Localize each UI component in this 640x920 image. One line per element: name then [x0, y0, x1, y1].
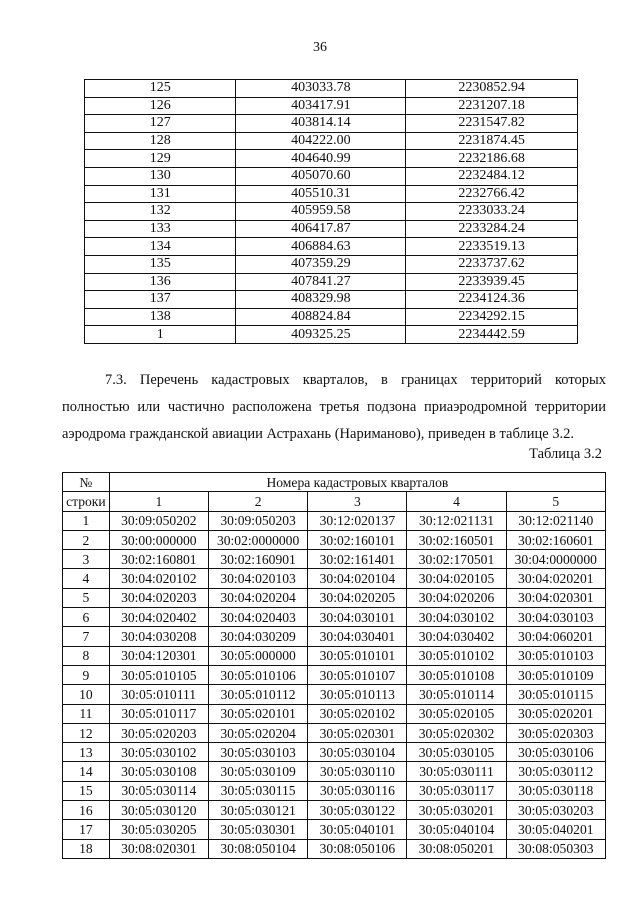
coordinate-row: [85, 255, 578, 273]
quarters-table-body: [63, 511, 606, 858]
x-coordinate-cell: 409325.25: [236, 326, 406, 344]
quarter-row: [63, 704, 606, 723]
cadastral-number-cell: 30:04:030208: [109, 627, 208, 646]
coordinate-row: [85, 150, 578, 168]
coordinate-row: [85, 238, 578, 256]
cadastral-number-cell: 30:08:050106: [308, 839, 407, 858]
paragraph-7-3: [62, 367, 606, 448]
cadastral-number-cell: 30:02:170501: [407, 550, 506, 569]
cadastral-number-cell: 30:04:0000000: [506, 550, 605, 569]
y-coordinate-cell: 2233737.62: [406, 255, 578, 273]
cadastral-number-cell: 30:08:050201: [407, 839, 506, 858]
cadastral-number-cell: 30:04:020104: [308, 569, 407, 588]
cadastral-number-cell: 30:04:020301: [506, 588, 605, 607]
cadastral-number-cell: 30:08:050303: [506, 839, 605, 858]
coordinate-row: [85, 115, 578, 133]
header-row-1: [63, 473, 606, 492]
cadastral-number-cell: 30:05:030102: [109, 743, 208, 762]
cadastral-number-cell: 30:05:030122: [308, 801, 407, 820]
cadastral-number-cell: 30:05:030121: [208, 801, 307, 820]
cadastral-number-cell: 30:02:160501: [407, 530, 506, 549]
cadastral-number-cell: 30:12:020137: [308, 511, 407, 530]
cadastral-number-cell: 30:09:050202: [109, 511, 208, 530]
cadastral-number-cell: 30:04:020103: [208, 569, 307, 588]
cadastral-number-cell: 30:05:040104: [407, 820, 506, 839]
cadastral-number-cell: 30:05:010107: [308, 665, 407, 684]
cadastral-quarters-table: [62, 472, 606, 859]
cadastral-number-cell: 30:02:0000000: [208, 530, 307, 549]
quarters-table-header: [63, 473, 606, 512]
cadastral-number-cell: 30:05:020105: [407, 704, 506, 723]
coordinate-row: [85, 326, 578, 344]
cadastral-number-cell: 30:05:030112: [506, 762, 605, 781]
quarter-row: [63, 646, 606, 665]
x-coordinate-cell: 403033.78: [236, 80, 406, 98]
cadastral-number-cell: 30:04:030402: [407, 627, 506, 646]
cadastral-number-cell: 30:05:030111: [407, 762, 506, 781]
cadastral-number-cell: 30:04:030101: [308, 608, 407, 627]
point-number-cell: 137: [85, 291, 236, 309]
row-number-cell: 16: [63, 801, 110, 820]
coordinate-row: [85, 291, 578, 309]
cadastral-number-cell: 30:04:030103: [506, 608, 605, 627]
cadastral-number-cell: 30:05:030116: [308, 781, 407, 800]
cadastral-number-cell: 30:05:030120: [109, 801, 208, 820]
row-number-cell: 10: [63, 685, 110, 704]
quarter-row: [63, 530, 606, 549]
cadastral-number-cell: 30:04:020201: [506, 569, 605, 588]
coordinate-row: [85, 167, 578, 185]
point-number-cell: 136: [85, 273, 236, 291]
x-coordinate-cell: 405959.58: [236, 203, 406, 221]
cadastral-number-cell: 30:04:020205: [308, 588, 407, 607]
quarter-row: [63, 627, 606, 646]
cadastral-number-cell: 30:05:020201: [506, 704, 605, 723]
x-coordinate-cell: 407359.29: [236, 255, 406, 273]
cadastral-number-cell: 30:05:040201: [506, 820, 605, 839]
y-coordinate-cell: 2231874.45: [406, 132, 578, 150]
cadastral-number-cell: 30:05:000000: [208, 646, 307, 665]
cadastral-number-cell: 30:05:040101: [308, 820, 407, 839]
row-number-cell: 14: [63, 762, 110, 781]
x-coordinate-cell: 405070.60: [236, 167, 406, 185]
cadastral-number-cell: 30:05:010102: [407, 646, 506, 665]
cadastral-number-cell: 30:04:030209: [208, 627, 307, 646]
cadastral-number-cell: 30:05:030109: [208, 762, 307, 781]
coordinates-table: [84, 79, 578, 344]
cadastral-number-cell: 30:12:021140: [506, 511, 605, 530]
cadastral-number-cell: 30:09:050203: [208, 511, 307, 530]
cadastral-number-cell: 30:05:010108: [407, 665, 506, 684]
cadastral-number-cell: 30:05:030108: [109, 762, 208, 781]
cadastral-number-cell: 30:05:010103: [506, 646, 605, 665]
x-coordinate-cell: 403417.91: [236, 97, 406, 115]
point-number-cell: 135: [85, 255, 236, 273]
quarter-row: [63, 588, 606, 607]
quarter-row: [63, 723, 606, 742]
paragraph-text: 7.3. Перечень кадастровых кварталов, в границах территорий которых полностью или частично расположена третья подзона приаэродромной территории аэродрома гражданской авиации Астрахань (Нариманово), приведен в таблице 3.2.: [62, 372, 606, 442]
column-header-2: 2: [208, 492, 307, 511]
cadastral-number-cell: 30:05:030104: [308, 743, 407, 762]
quarter-row: [63, 511, 606, 530]
point-number-cell: 129: [85, 150, 236, 168]
x-coordinate-cell: 405510.31: [236, 185, 406, 203]
row-number-cell: 13: [63, 743, 110, 762]
group-title-header: Номера кадастровых кварталов: [109, 473, 605, 492]
row-number-cell: 18: [63, 839, 110, 858]
point-number-cell: 127: [85, 115, 236, 133]
column-header-3: 3: [308, 492, 407, 511]
cadastral-number-cell: 30:02:160801: [109, 550, 208, 569]
cadastral-number-cell: 30:04:020105: [407, 569, 506, 588]
y-coordinate-cell: 2232766.42: [406, 185, 578, 203]
y-coordinate-cell: 2233284.24: [406, 220, 578, 238]
column-header-4: 4: [407, 492, 506, 511]
point-number-cell: 126: [85, 97, 236, 115]
cadastral-number-cell: 30:05:010115: [506, 685, 605, 704]
column-header-1: 1: [109, 492, 208, 511]
coordinate-row: [85, 220, 578, 238]
row-number-cell: 4: [63, 569, 110, 588]
point-number-cell: 133: [85, 220, 236, 238]
column-header-5: 5: [506, 492, 605, 511]
table-caption: Таблица 3.2: [529, 446, 602, 462]
row-number-cell: 15: [63, 781, 110, 800]
page-number: 36: [313, 40, 327, 55]
row-number-cell: 2: [63, 530, 110, 549]
cadastral-number-cell: 30:05:010114: [407, 685, 506, 704]
row-number-cell: 5: [63, 588, 110, 607]
quarter-row: [63, 781, 606, 800]
cadastral-number-cell: 30:05:030106: [506, 743, 605, 762]
row-number-cell: 11: [63, 704, 110, 723]
y-coordinate-cell: 2230852.94: [406, 80, 578, 98]
cadastral-number-cell: 30:05:010111: [109, 685, 208, 704]
cadastral-number-cell: 30:04:030102: [407, 608, 506, 627]
point-number-cell: 132: [85, 203, 236, 221]
cadastral-number-cell: 30:04:020102: [109, 569, 208, 588]
row-number-header-line2: строки: [63, 492, 110, 511]
x-coordinate-cell: 404640.99: [236, 150, 406, 168]
coordinates-table-body: [85, 80, 578, 344]
row-number-cell: 12: [63, 723, 110, 742]
cadastral-number-cell: 30:05:010105: [109, 665, 208, 684]
y-coordinate-cell: 2234292.15: [406, 308, 578, 326]
cadastral-number-cell: 30:05:030301: [208, 820, 307, 839]
cadastral-number-cell: 30:05:030110: [308, 762, 407, 781]
cadastral-number-cell: 30:05:010112: [208, 685, 307, 704]
coordinate-row: [85, 132, 578, 150]
cadastral-number-cell: 30:05:030105: [407, 743, 506, 762]
quarter-row: [63, 820, 606, 839]
cadastral-number-cell: 30:04:020206: [407, 588, 506, 607]
y-coordinate-cell: 2233033.24: [406, 203, 578, 221]
point-number-cell: 128: [85, 132, 236, 150]
y-coordinate-cell: 2231207.18: [406, 97, 578, 115]
quarter-row: [63, 685, 606, 704]
y-coordinate-cell: 2233939.45: [406, 273, 578, 291]
quarter-row: [63, 743, 606, 762]
cadastral-number-cell: 30:05:030117: [407, 781, 506, 800]
cadastral-number-cell: 30:05:030118: [506, 781, 605, 800]
coordinate-row: [85, 80, 578, 98]
cadastral-number-cell: 30:05:010101: [308, 646, 407, 665]
row-number-header: №: [63, 473, 110, 492]
point-number-cell: 134: [85, 238, 236, 256]
y-coordinate-cell: 2231547.82: [406, 115, 578, 133]
cadastral-number-cell: 30:05:010117: [109, 704, 208, 723]
cadastral-number-cell: 30:04:060201: [506, 627, 605, 646]
coordinate-row: [85, 97, 578, 115]
cadastral-number-cell: 30:02:160601: [506, 530, 605, 549]
quarter-row: [63, 608, 606, 627]
cadastral-number-cell: 30:05:030203: [506, 801, 605, 820]
y-coordinate-cell: 2232484.12: [406, 167, 578, 185]
x-coordinate-cell: 408329.98: [236, 291, 406, 309]
cadastral-number-cell: 30:02:160101: [308, 530, 407, 549]
point-number-cell: 1: [85, 326, 236, 344]
cadastral-number-cell: 30:05:020301: [308, 723, 407, 742]
x-coordinate-cell: 403814.14: [236, 115, 406, 133]
quarter-row: [63, 569, 606, 588]
point-number-cell: 130: [85, 167, 236, 185]
row-number-cell: 3: [63, 550, 110, 569]
coordinate-row: [85, 273, 578, 291]
cadastral-number-cell: 30:04:020403: [208, 608, 307, 627]
x-coordinate-cell: 406884.63: [236, 238, 406, 256]
cadastral-number-cell: 30:05:020204: [208, 723, 307, 742]
cadastral-number-cell: 30:02:161401: [308, 550, 407, 569]
cadastral-number-cell: 30:05:030114: [109, 781, 208, 800]
row-number-cell: 6: [63, 608, 110, 627]
cadastral-number-cell: 30:05:020303: [506, 723, 605, 742]
point-number-cell: 131: [85, 185, 236, 203]
y-coordinate-cell: 2233519.13: [406, 238, 578, 256]
x-coordinate-cell: 407841.27: [236, 273, 406, 291]
cadastral-number-cell: 30:05:030103: [208, 743, 307, 762]
cadastral-number-cell: 30:05:020302: [407, 723, 506, 742]
cadastral-number-cell: 30:04:030401: [308, 627, 407, 646]
cadastral-number-cell: 30:05:010109: [506, 665, 605, 684]
y-coordinate-cell: 2232186.68: [406, 150, 578, 168]
cadastral-number-cell: 30:05:020102: [308, 704, 407, 723]
quarter-row: [63, 839, 606, 858]
row-number-cell: 1: [63, 511, 110, 530]
coordinate-row: [85, 185, 578, 203]
cadastral-number-cell: 30:04:020402: [109, 608, 208, 627]
cadastral-number-cell: 30:05:030201: [407, 801, 506, 820]
cadastral-number-cell: 30:02:160901: [208, 550, 307, 569]
y-coordinate-cell: 2234124.36: [406, 291, 578, 309]
cadastral-number-cell: 30:05:030205: [109, 820, 208, 839]
cadastral-number-cell: 30:04:020203: [109, 588, 208, 607]
cadastral-number-cell: 30:08:020301: [109, 839, 208, 858]
quarter-row: [63, 550, 606, 569]
row-number-cell: 8: [63, 646, 110, 665]
point-number-cell: 138: [85, 308, 236, 326]
cadastral-number-cell: 30:08:050104: [208, 839, 307, 858]
cadastral-number-cell: 30:05:020101: [208, 704, 307, 723]
quarter-row: [63, 665, 606, 684]
x-coordinate-cell: 404222.00: [236, 132, 406, 150]
quarter-row: [63, 801, 606, 820]
x-coordinate-cell: 406417.87: [236, 220, 406, 238]
cadastral-number-cell: 30:05:030115: [208, 781, 307, 800]
point-number-cell: 125: [85, 80, 236, 98]
cadastral-number-cell: 30:04:020204: [208, 588, 307, 607]
cadastral-number-cell: 30:05:020203: [109, 723, 208, 742]
row-number-cell: 17: [63, 820, 110, 839]
x-coordinate-cell: 408824.84: [236, 308, 406, 326]
quarter-row: [63, 762, 606, 781]
row-number-cell: 9: [63, 665, 110, 684]
header-row-2: [63, 492, 606, 511]
cadastral-number-cell: 30:05:010106: [208, 665, 307, 684]
cadastral-number-cell: 30:05:010113: [308, 685, 407, 704]
cadastral-number-cell: 30:04:120301: [109, 646, 208, 665]
row-number-cell: 7: [63, 627, 110, 646]
cadastral-number-cell: 30:12:021131: [407, 511, 506, 530]
y-coordinate-cell: 2234442.59: [406, 326, 578, 344]
coordinate-row: [85, 308, 578, 326]
coordinate-row: [85, 203, 578, 221]
cadastral-number-cell: 30:00:000000: [109, 530, 208, 549]
